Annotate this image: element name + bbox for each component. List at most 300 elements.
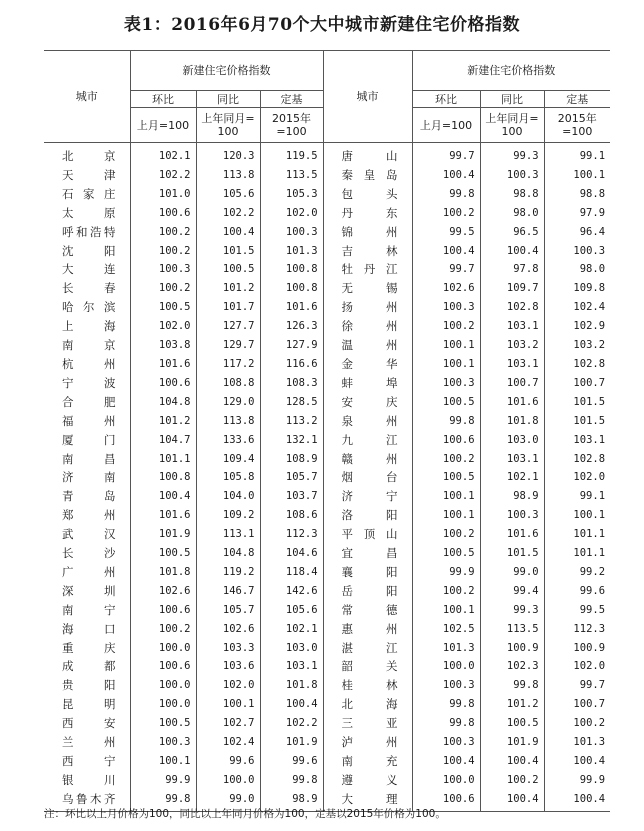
left-mom-cell: 100.5 <box>130 298 196 317</box>
table-row <box>44 185 610 204</box>
right-yoy-cell: 100.5 <box>480 714 544 733</box>
left-yoy-cell: 104.8 <box>196 544 260 563</box>
base-header-right: 定基 <box>544 91 610 108</box>
right-yoy-cell: 103.1 <box>480 355 544 374</box>
left-mom-cell: 101.9 <box>130 525 196 544</box>
right-city-cell: 南充 <box>323 752 412 771</box>
left-mom-cell: 102.6 <box>130 582 196 601</box>
right-mom-cell: 99.8 <box>412 412 480 431</box>
left-yoy-cell: 133.6 <box>196 431 260 450</box>
table-row <box>44 601 610 620</box>
left-city-cell: 贵阳 <box>62 678 116 693</box>
right-mom-cell: 100.2 <box>412 582 480 601</box>
left-yoy-cell: 119.2 <box>196 563 260 582</box>
left-base-cell: 103.1 <box>260 657 323 676</box>
left-city-cell: 广州 <box>62 564 116 579</box>
right-mom-cell: 99.9 <box>412 563 480 582</box>
right-base-cell: 103.1 <box>544 431 610 450</box>
right-city-cell: 唐山 <box>323 143 412 166</box>
left-city-cell: 沈阳 <box>62 243 116 258</box>
table-row <box>44 525 610 544</box>
right-city-cell: 烟台 <box>323 468 412 487</box>
right-yoy-cell: 103.1 <box>480 317 544 336</box>
right-base-cell: 102.4 <box>544 298 610 317</box>
right-base-cell: 99.6 <box>544 582 610 601</box>
left-base-cell: 101.8 <box>260 676 323 695</box>
table-row <box>44 279 610 298</box>
left-yoy-cell: 117.2 <box>196 355 260 374</box>
right-yoy-cell: 99.3 <box>480 143 544 166</box>
left-mom-cell: 101.2 <box>130 412 196 431</box>
left-yoy-cell: 113.8 <box>196 166 260 185</box>
right-city-cell: 惠州 <box>323 620 412 639</box>
right-yoy-cell: 113.5 <box>480 620 544 639</box>
left-base-cell: 112.3 <box>260 525 323 544</box>
left-mom-cell: 100.2 <box>130 242 196 261</box>
left-mom-cell: 100.2 <box>130 223 196 242</box>
left-yoy-cell: 100.5 <box>196 260 260 279</box>
left-mom-cell: 100.4 <box>130 487 196 506</box>
left-mom-cell: 100.0 <box>130 695 196 714</box>
right-yoy-cell: 100.4 <box>480 242 544 261</box>
left-yoy-cell: 102.0 <box>196 676 260 695</box>
left-yoy-cell: 100.1 <box>196 695 260 714</box>
table-row <box>44 431 610 450</box>
left-mom-cell: 100.6 <box>130 374 196 393</box>
left-yoy-cell: 101.2 <box>196 279 260 298</box>
right-base-cell: 99.2 <box>544 563 610 582</box>
left-yoy-cell: 127.7 <box>196 317 260 336</box>
left-yoy-cell: 105.7 <box>196 601 260 620</box>
table-row <box>44 223 610 242</box>
right-city-cell: 无锡 <box>323 279 412 298</box>
right-city-cell: 徐州 <box>323 317 412 336</box>
right-yoy-cell: 100.3 <box>480 166 544 185</box>
left-mom-cell: 99.8 <box>130 790 196 811</box>
right-mom-cell: 99.8 <box>412 185 480 204</box>
right-mom-cell: 100.4 <box>412 752 480 771</box>
table-row <box>44 317 610 336</box>
right-city-cell: 宜昌 <box>323 544 412 563</box>
yoy-header-left: 同比 <box>196 91 260 108</box>
right-city-cell: 九江 <box>323 431 412 450</box>
left-base-cell: 108.6 <box>260 506 323 525</box>
left-yoy-cell: 103.6 <box>196 657 260 676</box>
right-mom-cell: 100.3 <box>412 298 480 317</box>
right-city-cell: 大理 <box>323 790 412 811</box>
right-yoy-cell: 100.9 <box>480 639 544 658</box>
base-header-left: 定基 <box>260 91 323 108</box>
right-mom-cell: 100.0 <box>412 771 480 790</box>
left-city-cell: 深圳 <box>62 583 116 598</box>
table-row <box>44 639 610 658</box>
right-base-cell: 102.8 <box>544 355 610 374</box>
right-yoy-cell: 100.4 <box>480 752 544 771</box>
right-base-cell: 99.1 <box>544 487 610 506</box>
left-city-cell: 乌鲁木齐 <box>44 790 130 811</box>
left-mom-cell: 104.7 <box>130 431 196 450</box>
left-city-cell: 杭州 <box>62 356 116 371</box>
right-base-cell: 101.1 <box>544 525 610 544</box>
left-city-cell: 大连 <box>62 262 116 277</box>
left-base-cell: 102.2 <box>260 714 323 733</box>
left-mom-cell: 101.6 <box>130 355 196 374</box>
right-mom-cell: 100.5 <box>412 393 480 412</box>
left-city-cell: 石家庄 <box>62 186 116 201</box>
table-row <box>44 450 610 469</box>
right-city-cell: 济宁 <box>323 487 412 506</box>
left-base-cell: 100.3 <box>260 223 323 242</box>
left-mom-cell: 100.6 <box>130 601 196 620</box>
right-base-cell: 101.5 <box>544 412 610 431</box>
table-row <box>44 695 610 714</box>
right-base-cell: 99.9 <box>544 771 610 790</box>
left-base-cell: 101.6 <box>260 298 323 317</box>
right-base-cell: 98.0 <box>544 260 610 279</box>
right-base-cell: 102.0 <box>544 657 610 676</box>
left-base-cell: 99.6 <box>260 752 323 771</box>
left-yoy-cell: 109.2 <box>196 506 260 525</box>
right-yoy-cell: 103.1 <box>480 450 544 469</box>
left-mom-cell: 100.8 <box>130 468 196 487</box>
left-base-cell: 100.4 <box>260 695 323 714</box>
left-base-cell: 127.9 <box>260 336 323 355</box>
right-yoy-cell: 99.4 <box>480 582 544 601</box>
right-yoy-cell: 100.7 <box>480 374 544 393</box>
right-mom-cell: 100.5 <box>412 544 480 563</box>
table-row <box>44 657 610 676</box>
left-mom-cell: 100.0 <box>130 676 196 695</box>
right-base-cell: 96.4 <box>544 223 610 242</box>
left-city-cell: 南京 <box>62 338 116 353</box>
right-city-cell: 泉州 <box>323 412 412 431</box>
right-base-cell: 102.8 <box>544 450 610 469</box>
left-mom-cell: 100.6 <box>130 204 196 223</box>
table-row <box>44 355 610 374</box>
left-mom-cell: 99.9 <box>130 771 196 790</box>
right-city-cell: 遵义 <box>323 771 412 790</box>
left-mom-cell: 102.1 <box>130 143 196 166</box>
right-yoy-cell: 101.5 <box>480 544 544 563</box>
footnote: 注：环比以上月价格为100，同比以上年同月价格为100，定基以2015年价格为100。 <box>44 808 446 820</box>
right-yoy-cell: 100.4 <box>480 790 544 811</box>
right-mom-cell: 100.3 <box>412 676 480 695</box>
right-city-cell: 岳阳 <box>323 582 412 601</box>
left-mom-cell: 101.0 <box>130 185 196 204</box>
left-yoy-cell: 105.6 <box>196 185 260 204</box>
left-yoy-cell: 102.7 <box>196 714 260 733</box>
left-city-cell: 武汉 <box>62 527 116 542</box>
left-yoy-cell: 108.8 <box>196 374 260 393</box>
left-base-cell: 142.6 <box>260 582 323 601</box>
right-mom-cell: 100.4 <box>412 242 480 261</box>
right-mom-cell: 100.0 <box>412 657 480 676</box>
left-city-cell: 太原 <box>62 205 116 220</box>
right-mom-cell: 100.1 <box>412 355 480 374</box>
right-yoy-cell: 100.3 <box>480 506 544 525</box>
right-yoy-cell: 101.6 <box>480 393 544 412</box>
table-row <box>44 506 610 525</box>
right-yoy-cell: 96.5 <box>480 223 544 242</box>
left-mom-cell: 104.8 <box>130 393 196 412</box>
left-mom-cell: 100.2 <box>130 279 196 298</box>
right-mom-cell: 100.6 <box>412 790 480 811</box>
right-mom-cell: 100.1 <box>412 487 480 506</box>
left-city-cell: 长春 <box>62 281 116 296</box>
left-base-cell: 100.8 <box>260 260 323 279</box>
left-city-cell: 海口 <box>62 621 116 636</box>
left-city-cell: 宁波 <box>62 375 116 390</box>
right-yoy-cell: 98.8 <box>480 185 544 204</box>
left-city-cell: 合肥 <box>62 394 116 409</box>
left-yoy-cell: 100.4 <box>196 223 260 242</box>
left-yoy-cell: 101.5 <box>196 242 260 261</box>
left-base-cell: 118.4 <box>260 563 323 582</box>
right-city-cell: 秦皇岛 <box>323 166 412 185</box>
right-city-cell: 平顶山 <box>323 525 412 544</box>
yoy-sub-left: 上年同月= 100 <box>196 108 260 143</box>
table-row <box>44 336 610 355</box>
right-yoy-cell: 102.3 <box>480 657 544 676</box>
table-title: 表1：2016年6月70个大中城市新建住宅价格指数 <box>123 15 521 35</box>
right-mom-cell: 99.8 <box>412 714 480 733</box>
left-yoy-cell: 100.0 <box>196 771 260 790</box>
left-yoy-cell: 102.6 <box>196 620 260 639</box>
left-city-cell: 天津 <box>62 167 116 182</box>
right-mom-cell: 100.2 <box>412 317 480 336</box>
left-base-cell: 105.3 <box>260 185 323 204</box>
right-yoy-cell: 99.3 <box>480 601 544 620</box>
right-city-cell: 锦州 <box>323 223 412 242</box>
left-base-cell: 132.1 <box>260 431 323 450</box>
right-base-cell: 100.7 <box>544 695 610 714</box>
right-mom-cell: 101.3 <box>412 639 480 658</box>
right-base-cell: 109.8 <box>544 279 610 298</box>
left-yoy-cell: 113.8 <box>196 412 260 431</box>
table-row <box>44 143 610 166</box>
right-city-cell: 包头 <box>323 185 412 204</box>
table-row <box>44 298 610 317</box>
left-base-cell: 101.9 <box>260 733 323 752</box>
left-city-cell: 福州 <box>62 413 116 428</box>
yoy-sub-right: 上年同月= 100 <box>480 108 544 143</box>
right-mom-cell: 100.1 <box>412 601 480 620</box>
table-row <box>44 582 610 601</box>
table-row <box>44 733 610 752</box>
base-sub-left: 2015年 =100 <box>260 108 323 143</box>
right-city-cell: 襄阳 <box>323 563 412 582</box>
right-mom-cell: 100.5 <box>412 468 480 487</box>
right-city-cell: 常德 <box>323 601 412 620</box>
right-mom-cell: 100.1 <box>412 336 480 355</box>
right-base-cell: 100.2 <box>544 714 610 733</box>
right-base-cell: 101.5 <box>544 393 610 412</box>
mom-sub-right: 上月=100 <box>412 108 480 143</box>
right-base-cell: 100.9 <box>544 639 610 658</box>
right-base-cell: 103.2 <box>544 336 610 355</box>
left-yoy-cell: 120.3 <box>196 143 260 166</box>
left-mom-cell: 102.0 <box>130 317 196 336</box>
right-base-cell: 102.0 <box>544 468 610 487</box>
right-base-cell: 100.4 <box>544 790 610 811</box>
mom-header-left: 环比 <box>130 91 196 108</box>
table-row <box>44 620 610 639</box>
right-yoy-cell: 102.1 <box>480 468 544 487</box>
left-yoy-cell: 102.4 <box>196 733 260 752</box>
right-base-cell: 98.8 <box>544 185 610 204</box>
table-body <box>44 143 610 812</box>
left-city-cell: 兰州 <box>62 735 116 750</box>
left-base-cell: 102.1 <box>260 620 323 639</box>
left-mom-cell: 101.8 <box>130 563 196 582</box>
base-sub-right: 2015年 =100 <box>544 108 610 143</box>
table-row <box>44 204 610 223</box>
left-base-cell: 113.2 <box>260 412 323 431</box>
right-mom-cell: 100.1 <box>412 506 480 525</box>
right-yoy-cell: 101.9 <box>480 733 544 752</box>
right-yoy-cell: 98.0 <box>480 204 544 223</box>
right-base-cell: 100.7 <box>544 374 610 393</box>
price-index-table <box>44 50 610 812</box>
right-base-cell: 99.5 <box>544 601 610 620</box>
left-base-cell: 103.7 <box>260 487 323 506</box>
right-base-cell: 102.9 <box>544 317 610 336</box>
mom-sub-left: 上月=100 <box>130 108 196 143</box>
table-row <box>44 260 610 279</box>
city-header-left: 城市 <box>44 51 130 143</box>
right-city-cell: 韶关 <box>323 657 412 676</box>
table-row <box>44 676 610 695</box>
right-yoy-cell: 99.0 <box>480 563 544 582</box>
left-yoy-cell: 99.6 <box>196 752 260 771</box>
right-city-cell: 扬州 <box>323 298 412 317</box>
right-base-cell: 101.3 <box>544 733 610 752</box>
left-yoy-cell: 105.8 <box>196 468 260 487</box>
left-base-cell: 103.0 <box>260 639 323 658</box>
right-base-cell: 100.1 <box>544 506 610 525</box>
left-yoy-cell: 129.0 <box>196 393 260 412</box>
left-city-cell: 青岛 <box>62 489 116 504</box>
left-city-cell: 郑州 <box>62 508 116 523</box>
left-city-cell: 长沙 <box>62 546 116 561</box>
right-mom-cell: 100.3 <box>412 733 480 752</box>
left-base-cell: 104.6 <box>260 544 323 563</box>
left-yoy-cell: 104.0 <box>196 487 260 506</box>
left-city-cell: 呼和浩特 <box>62 224 116 239</box>
left-base-cell: 119.5 <box>260 143 323 166</box>
table-row <box>44 544 610 563</box>
right-city-cell: 吉林 <box>323 242 412 261</box>
right-yoy-cell: 101.6 <box>480 525 544 544</box>
left-mom-cell: 100.1 <box>130 752 196 771</box>
right-yoy-cell: 97.8 <box>480 260 544 279</box>
left-mom-cell: 103.8 <box>130 336 196 355</box>
right-city-cell: 泸州 <box>323 733 412 752</box>
right-base-cell: 99.1 <box>544 143 610 166</box>
right-yoy-cell: 98.9 <box>480 487 544 506</box>
left-yoy-cell: 101.7 <box>196 298 260 317</box>
left-base-cell: 108.9 <box>260 450 323 469</box>
left-base-cell: 126.3 <box>260 317 323 336</box>
left-city-cell: 济南 <box>62 470 116 485</box>
table-row <box>44 393 610 412</box>
left-city-cell: 西宁 <box>62 754 116 768</box>
table-row <box>44 412 610 431</box>
right-mom-cell: 100.2 <box>412 204 480 223</box>
right-mom-cell: 102.5 <box>412 620 480 639</box>
table-row <box>44 714 610 733</box>
left-mom-cell: 100.5 <box>130 714 196 733</box>
city-header-right: 城市 <box>323 51 412 143</box>
left-base-cell: 98.9 <box>260 790 323 811</box>
right-yoy-cell: 101.8 <box>480 412 544 431</box>
left-city-cell: 银川 <box>62 772 116 787</box>
right-mom-cell: 100.6 <box>412 431 480 450</box>
left-mom-cell: 100.3 <box>130 733 196 752</box>
table-row <box>44 468 610 487</box>
right-city-cell: 北海 <box>323 695 412 714</box>
left-city-cell: 北京 <box>62 149 116 163</box>
right-mom-cell: 99.7 <box>412 260 480 279</box>
left-yoy-cell: 146.7 <box>196 582 260 601</box>
left-city-cell: 哈尔滨 <box>62 300 116 315</box>
right-city-cell: 温州 <box>323 336 412 355</box>
right-city-cell: 蚌埠 <box>323 374 412 393</box>
left-base-cell: 105.6 <box>260 601 323 620</box>
right-yoy-cell: 101.2 <box>480 695 544 714</box>
right-base-cell: 97.9 <box>544 204 610 223</box>
right-mom-cell: 99.8 <box>412 695 480 714</box>
index-group-header-left: 新建住宅价格指数 <box>130 51 323 91</box>
left-base-cell: 105.7 <box>260 468 323 487</box>
right-mom-cell: 100.2 <box>412 450 480 469</box>
right-city-cell: 安庆 <box>323 393 412 412</box>
right-city-cell: 丹东 <box>323 204 412 223</box>
left-yoy-cell: 102.2 <box>196 204 260 223</box>
table-row <box>44 487 610 506</box>
right-city-cell: 金华 <box>323 355 412 374</box>
table-row <box>44 771 610 790</box>
left-city-cell: 南昌 <box>62 451 116 466</box>
left-city-cell: 厦门 <box>62 432 116 447</box>
left-mom-cell: 100.3 <box>130 260 196 279</box>
left-base-cell: 100.8 <box>260 279 323 298</box>
right-yoy-cell: 103.0 <box>480 431 544 450</box>
left-city-cell: 成都 <box>62 659 116 674</box>
left-mom-cell: 101.6 <box>130 506 196 525</box>
left-city-cell: 上海 <box>62 319 116 334</box>
index-group-header-right: 新建住宅价格指数 <box>412 51 610 91</box>
right-city-cell: 湛江 <box>323 639 412 658</box>
left-base-cell: 102.0 <box>260 204 323 223</box>
right-base-cell: 100.3 <box>544 242 610 261</box>
right-mom-cell: 100.4 <box>412 166 480 185</box>
left-city-cell: 南宁 <box>62 602 116 617</box>
left-city-cell: 昆明 <box>62 697 116 712</box>
left-yoy-cell: 99.0 <box>196 790 260 811</box>
left-yoy-cell: 113.1 <box>196 525 260 544</box>
left-base-cell: 101.3 <box>260 242 323 261</box>
right-yoy-cell: 103.2 <box>480 336 544 355</box>
left-base-cell: 108.3 <box>260 374 323 393</box>
right-mom-cell: 99.5 <box>412 223 480 242</box>
left-mom-cell: 100.0 <box>130 639 196 658</box>
left-base-cell: 99.8 <box>260 771 323 790</box>
right-base-cell: 100.4 <box>544 752 610 771</box>
table-row <box>44 166 610 185</box>
table-row <box>44 242 610 261</box>
right-yoy-cell: 100.2 <box>480 771 544 790</box>
